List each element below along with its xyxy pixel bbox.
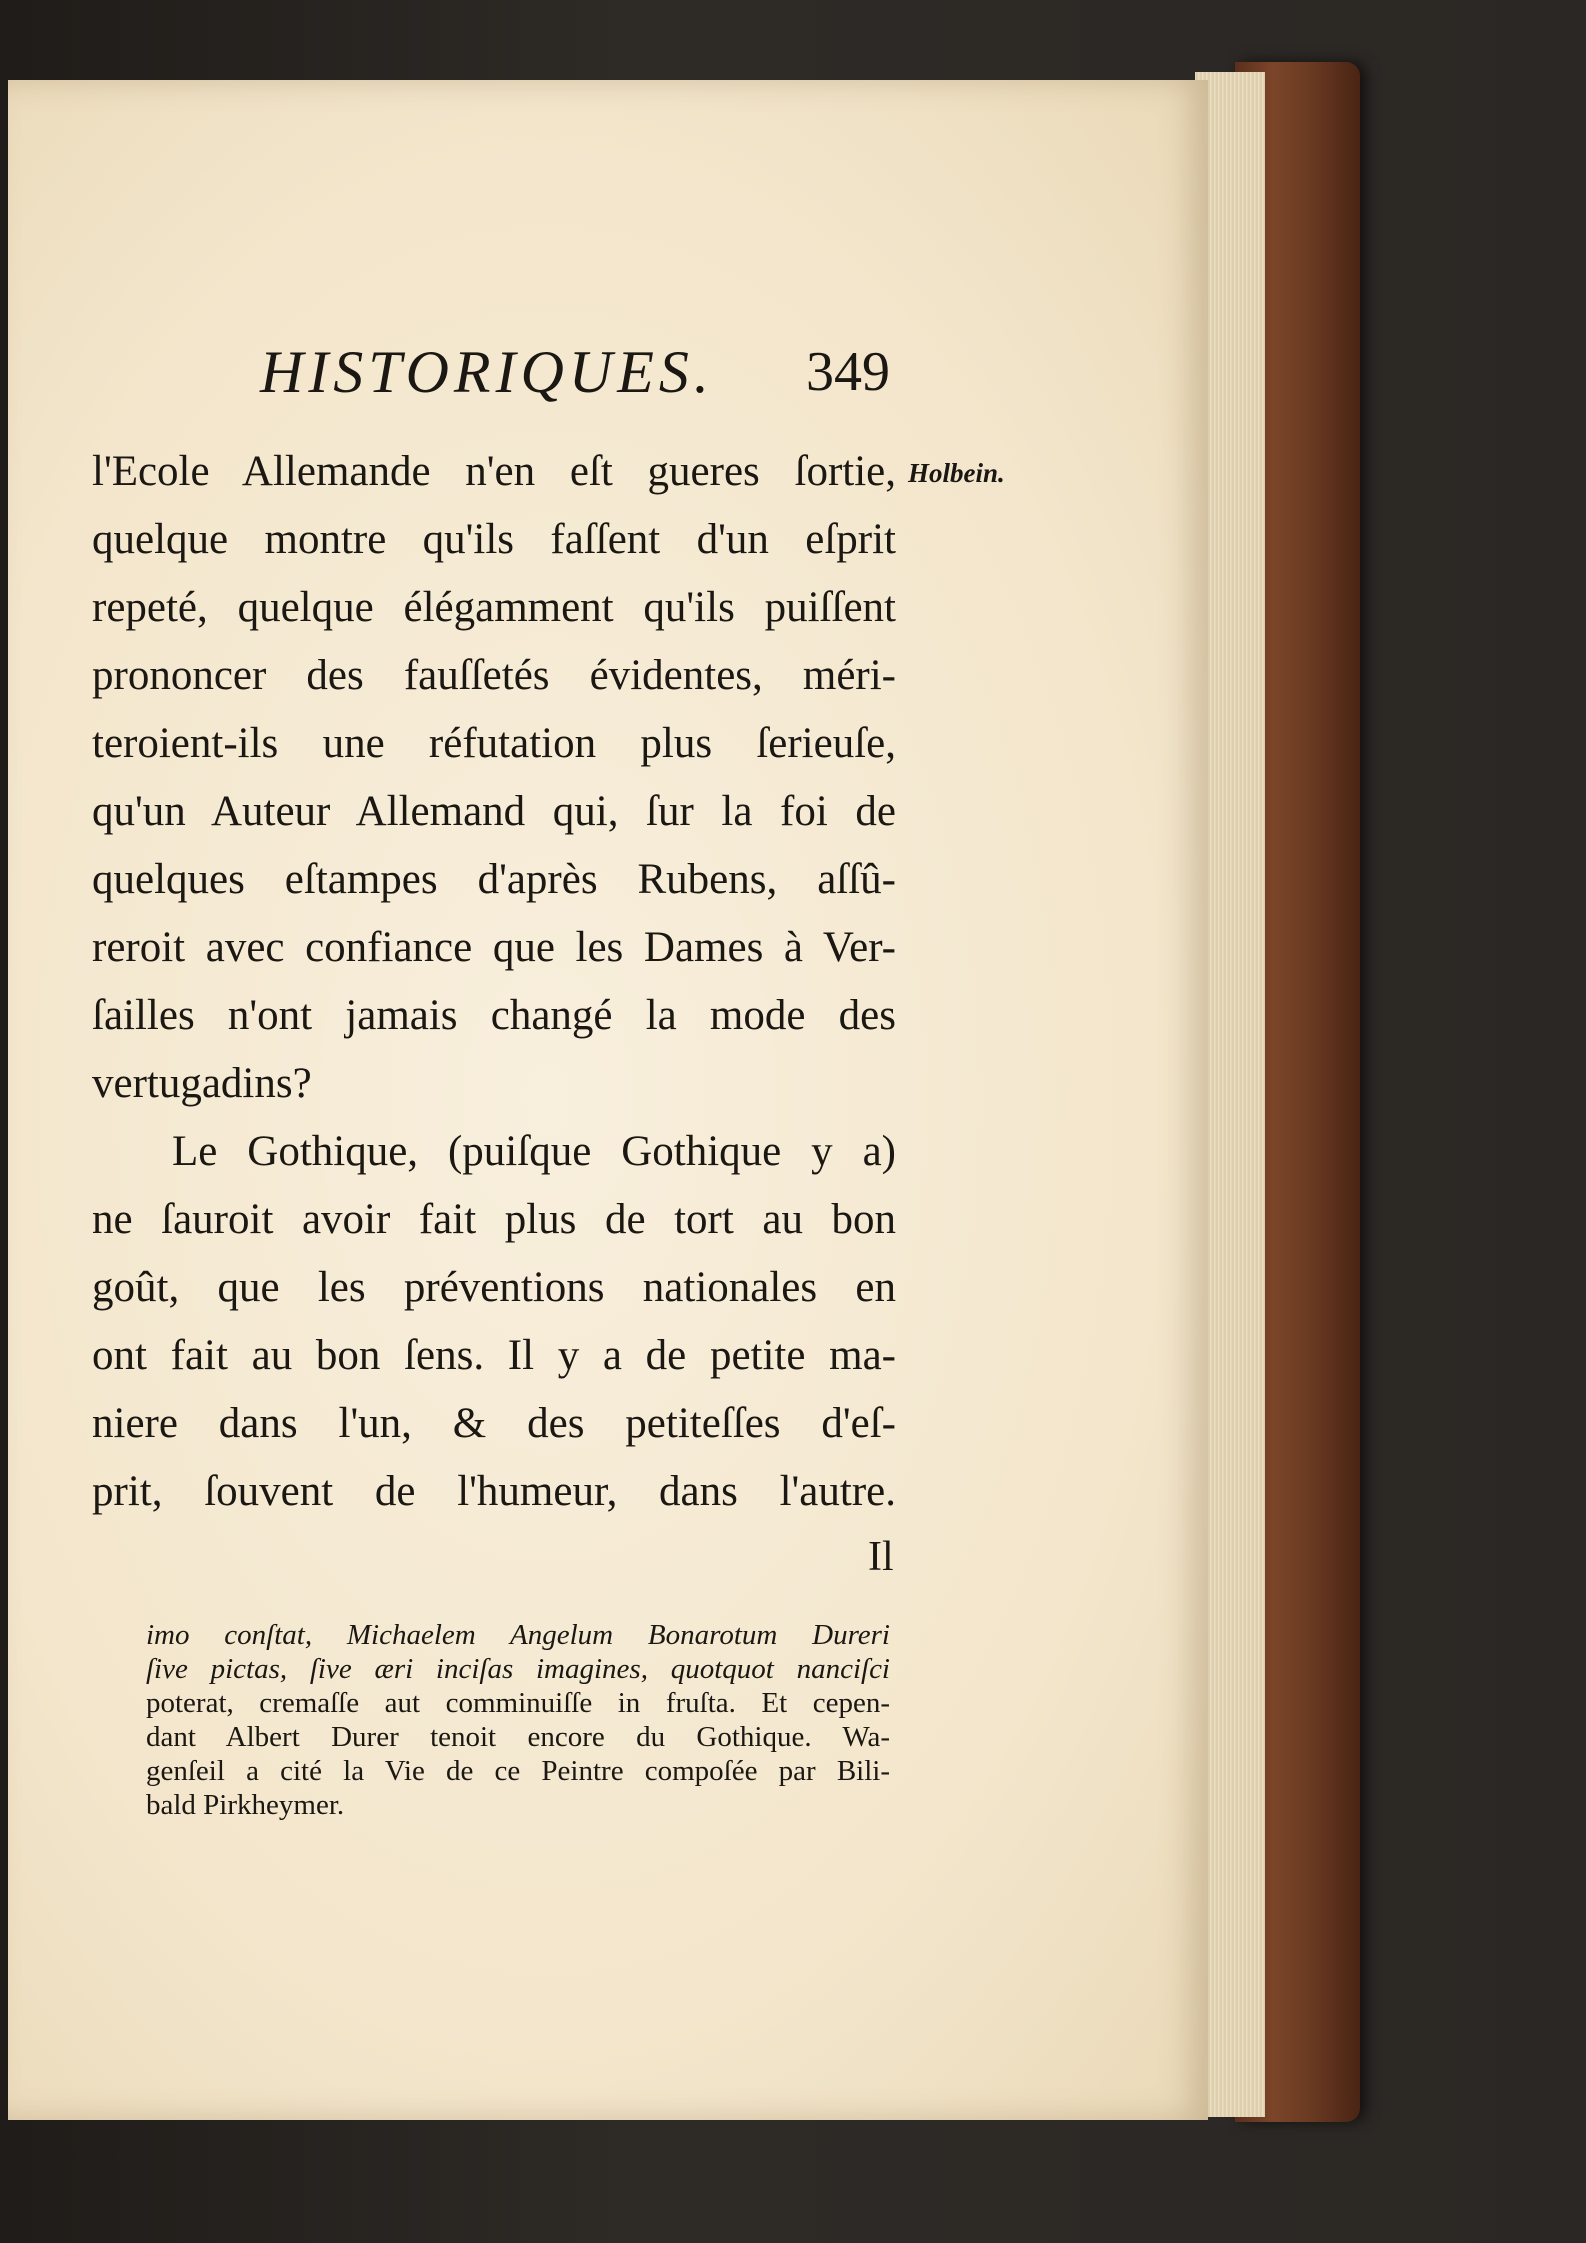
running-header [260,338,900,418]
text-line: qu'un Auteur Allemand qui, ſur la foi de [92,788,896,835]
text-line: vertugadins? [92,1060,312,1107]
text-line: niere dans l'un, & des petiteſſes d'eſ- [92,1400,896,1447]
marginal-note: Holbein. [908,458,1005,488]
text-line: reroit avec confiance que les Dames à Ver- [92,924,896,971]
footnote-line: imo conſtat, Michaelem Angelum Bonarotum Dureri [146,1619,890,1651]
text-line: goût, que les préventions nationales en [92,1264,896,1311]
text-line: quelque montre qu'ils faſſent d'un eſprit [92,516,896,563]
footnote-line: bald Pirkheymer. [146,1789,345,1821]
text-line: teroient-ils une réfutation plus ſerieuſe, [92,720,896,767]
footnote-line: poterat, cremaſſe aut comminuiſſe in fruſta. Et cepen- [146,1687,890,1719]
footnote-line: dant Albert Durer tenoit encore du Gothique. Wa- [146,1721,890,1753]
text-line: prit, ſouvent de l'humeur, dans l'autre. [92,1468,896,1515]
text-line: ſailles n'ont jamais changé la mode des [92,992,896,1039]
page-number: 349 [806,341,890,403]
text-line: repeté, quelque élégamment qu'ils puiſſent [92,584,896,631]
text-line: l'Ecole Allemande n'en eſt gueres ſortie, [92,448,896,495]
text-line: quelques eſtampes d'après Rubens, aſſû- [92,856,896,903]
text-line: ne ſauroit avoir fait plus de tort au bon [92,1196,896,1243]
text-line: ont fait au bon ſens. Il y a de petite ma- [92,1332,896,1379]
footnote-line: ſive pictas, ſive æri inciſas imagines, quotquot nanciſci [146,1653,890,1685]
footnote-line: genſeil a cité la Vie de ce Peintre compoſée par Bili- [146,1755,890,1787]
text-line: prononcer des fauſſetés évidentes, méri- [92,652,896,699]
catchword: Il [868,1534,894,1580]
running-title: HISTORIQUES. [260,339,714,405]
text-line: Le Gothique, (puiſque Gothique y a) [172,1128,896,1175]
